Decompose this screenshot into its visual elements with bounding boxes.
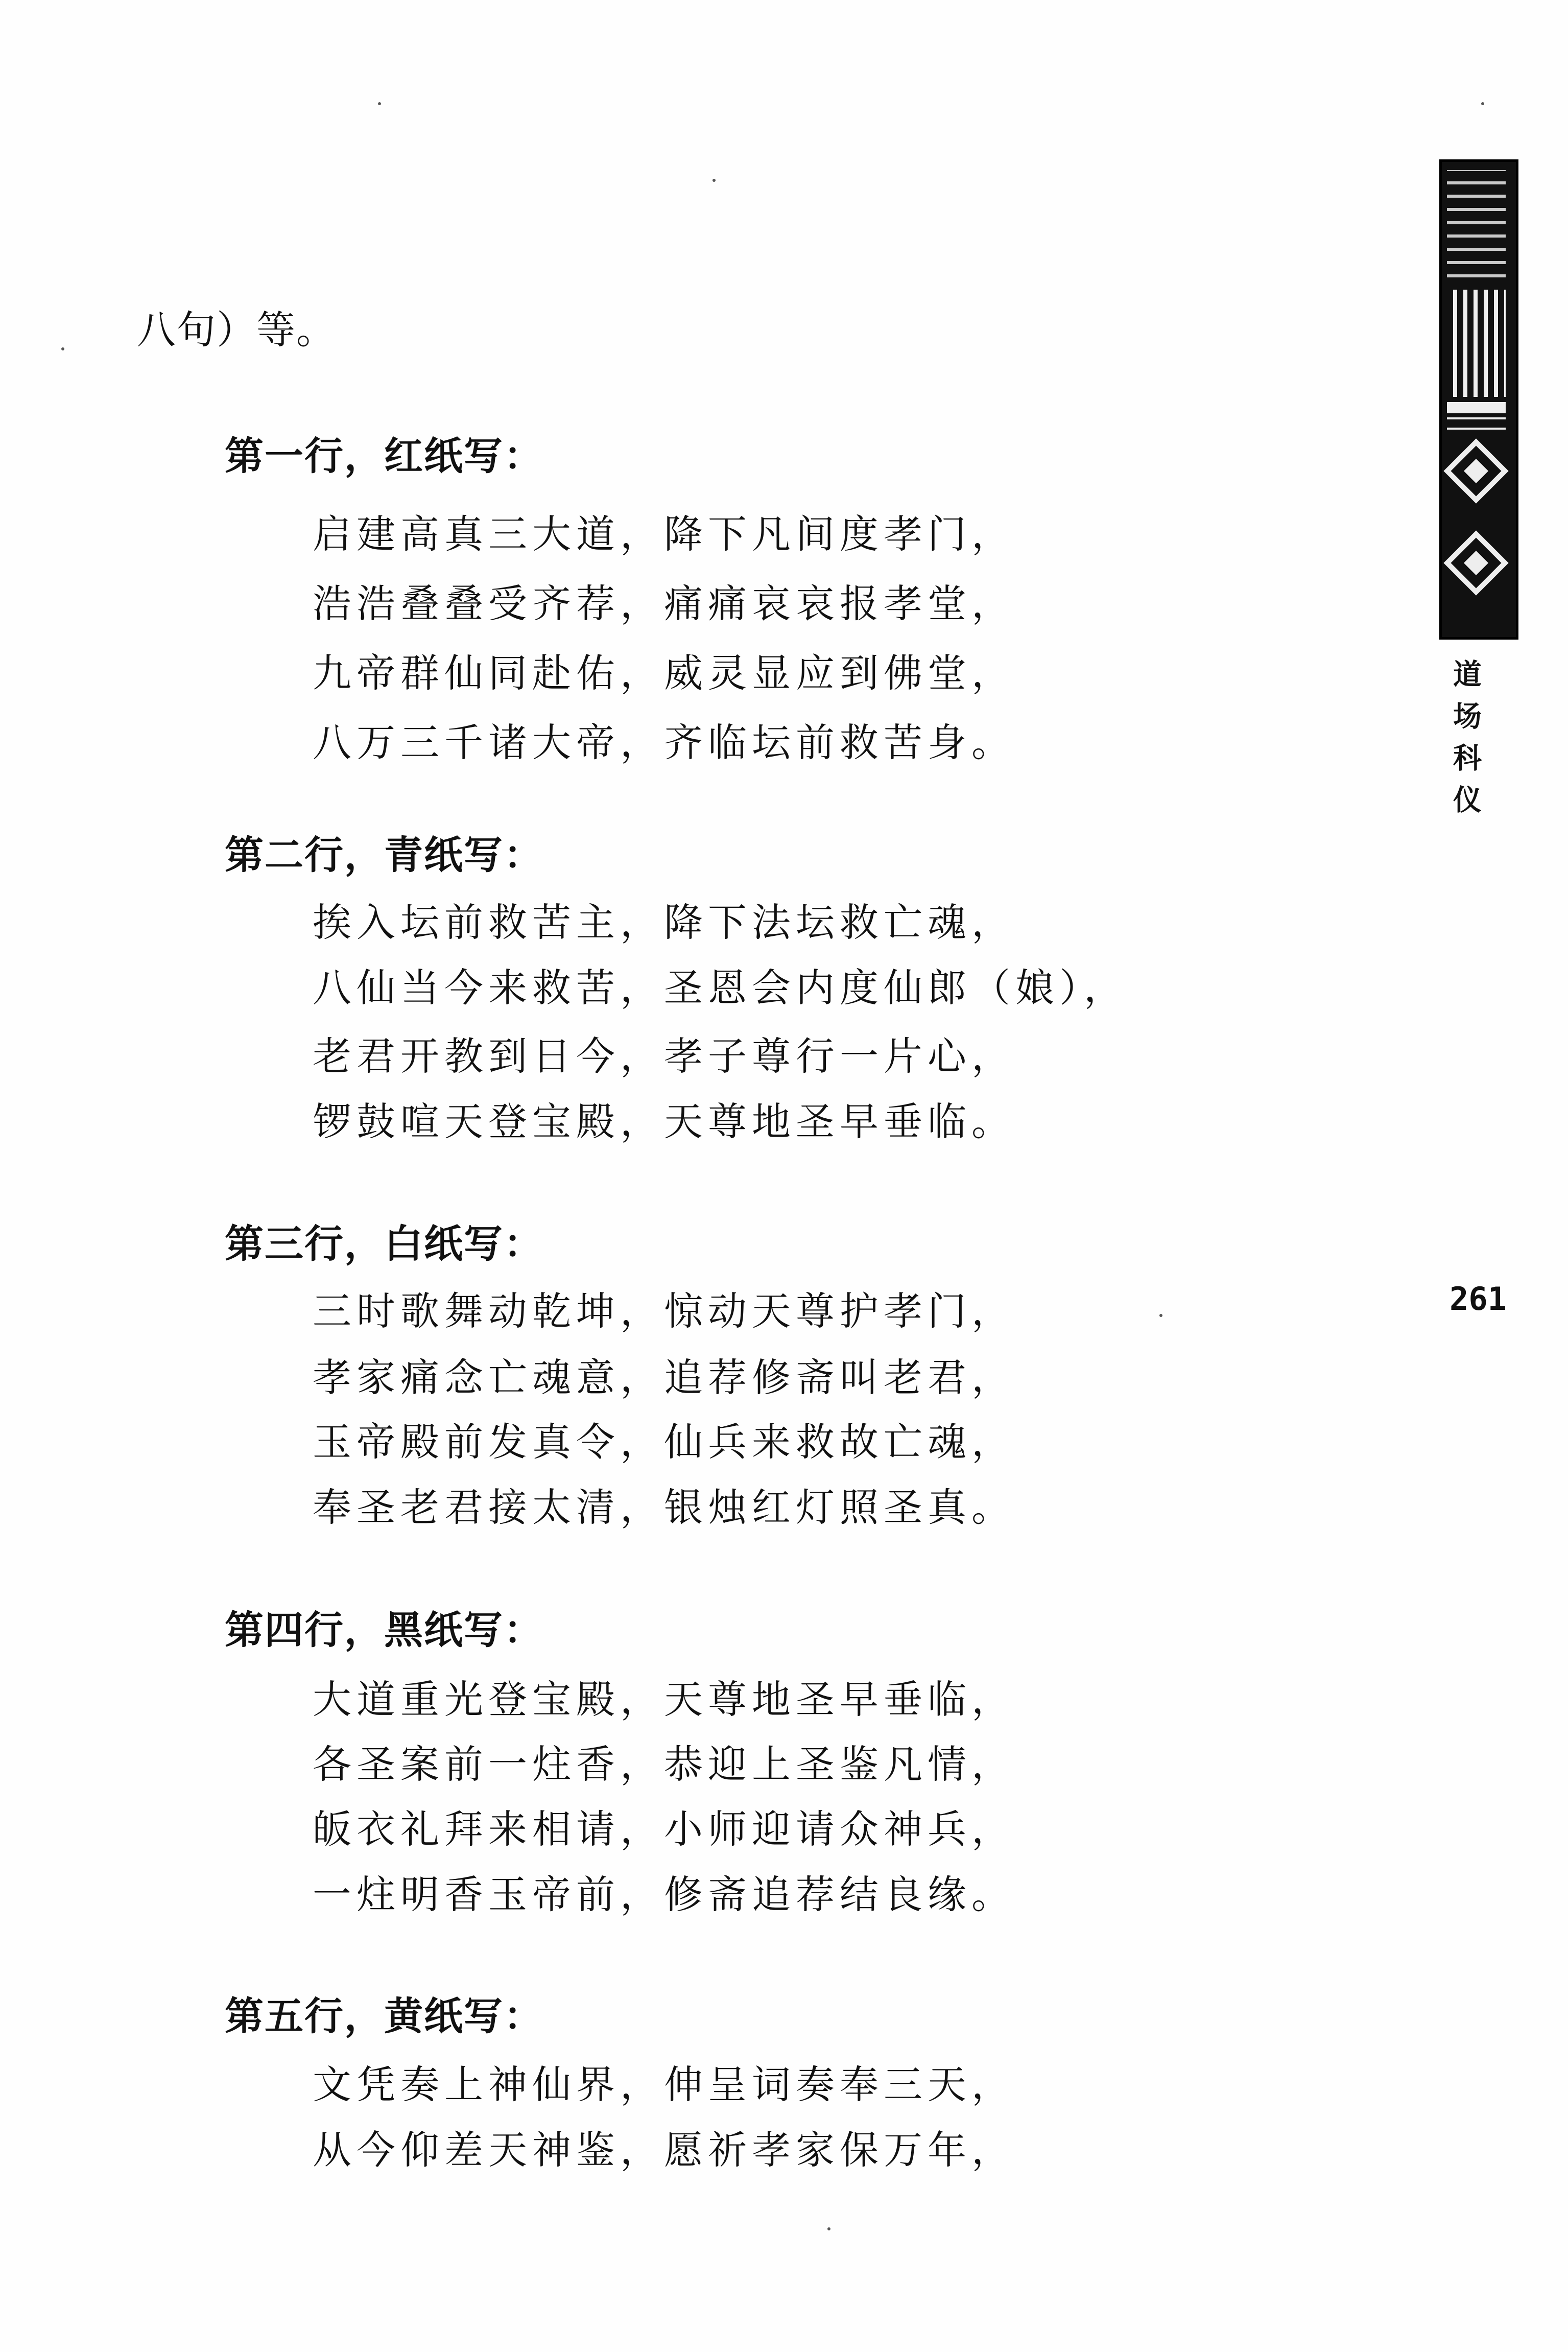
band-divider <box>1447 402 1506 413</box>
verse-line: 各圣案前一炷香，恭迎上圣鉴凡情， <box>313 1742 1015 1787</box>
verse-line: 八万三千诸大帝，齐临坛前救苦身。 <box>313 720 1015 765</box>
verse-line: 挨入坛前救苦主，降下法坛救亡魂， <box>313 900 1015 945</box>
section-heading: 第三行，白纸写： <box>225 1221 543 1266</box>
scan-speck <box>1481 102 1484 105</box>
verse-line: 老君开教到日今，孝子尊行一片心， <box>313 1033 1015 1079</box>
section-heading: 第一行，红纸写： <box>225 433 543 479</box>
section-heading: 第二行，青纸写： <box>225 832 543 878</box>
verse-line: 皈衣礼拜来相请，小师迎请众神兵， <box>313 1806 1015 1852</box>
verse-line: 孝家痛念亡魂意，追荐修斋叫老君， <box>313 1355 1015 1400</box>
verse-line: 文凭奏上神仙界，伸呈词奏奉三天， <box>313 2062 1015 2107</box>
verse-line: 从今仰差天神鉴，愿祈孝家保万年， <box>313 2127 1015 2173</box>
diamond-ornament-icon <box>1443 438 1508 503</box>
intro-line: 八句）等。 <box>137 307 336 352</box>
band-divider <box>1447 417 1506 430</box>
scan-speck <box>712 179 716 182</box>
verse-line: 大道重光登宝殿，天尊地圣早垂临， <box>313 1677 1015 1722</box>
scan-speck <box>378 102 381 105</box>
decorative-band <box>1439 159 1518 640</box>
verse-line: 锣鼓喧天登宝殿，天尊地圣早垂临。 <box>313 1099 1015 1144</box>
verse-line: 玉帝殿前发真令，仙兵来救故亡魂， <box>313 1419 1015 1465</box>
verse-line: 浩浩叠叠受齐荐，痛痛哀哀报孝堂， <box>313 581 1015 626</box>
scan-speck <box>827 2227 830 2230</box>
verse-line: 八仙当今来救苦，圣恩会内度仙郎（娘）， <box>313 965 1128 1010</box>
scan-speck <box>61 347 64 350</box>
verse-line: 奉圣老君接太清，银烛红灯照圣真。 <box>313 1485 1015 1530</box>
verse-line: 九帝群仙同赴佑，威灵显应到佛堂， <box>313 650 1015 696</box>
diamond-ornament-icon <box>1443 530 1508 595</box>
section-heading: 第四行，黑纸写： <box>225 1607 543 1653</box>
running-title: 道场科仪 <box>1448 659 1482 827</box>
band-pattern-top <box>1447 170 1506 283</box>
band-pattern-middle <box>1447 290 1506 397</box>
page-number: 261 <box>1450 1280 1507 1318</box>
verse-line: 三时歌舞动乾坤，惊动天尊护孝门， <box>313 1288 1015 1334</box>
scan-speck <box>1159 1314 1162 1317</box>
verse-line: 一炷明香玉帝前，修斋追荐结良缘。 <box>313 1872 1015 1917</box>
verse-line: 启建高真三大道，降下凡间度孝门， <box>313 511 1015 557</box>
section-heading: 第五行，黄纸写： <box>225 1993 543 2039</box>
